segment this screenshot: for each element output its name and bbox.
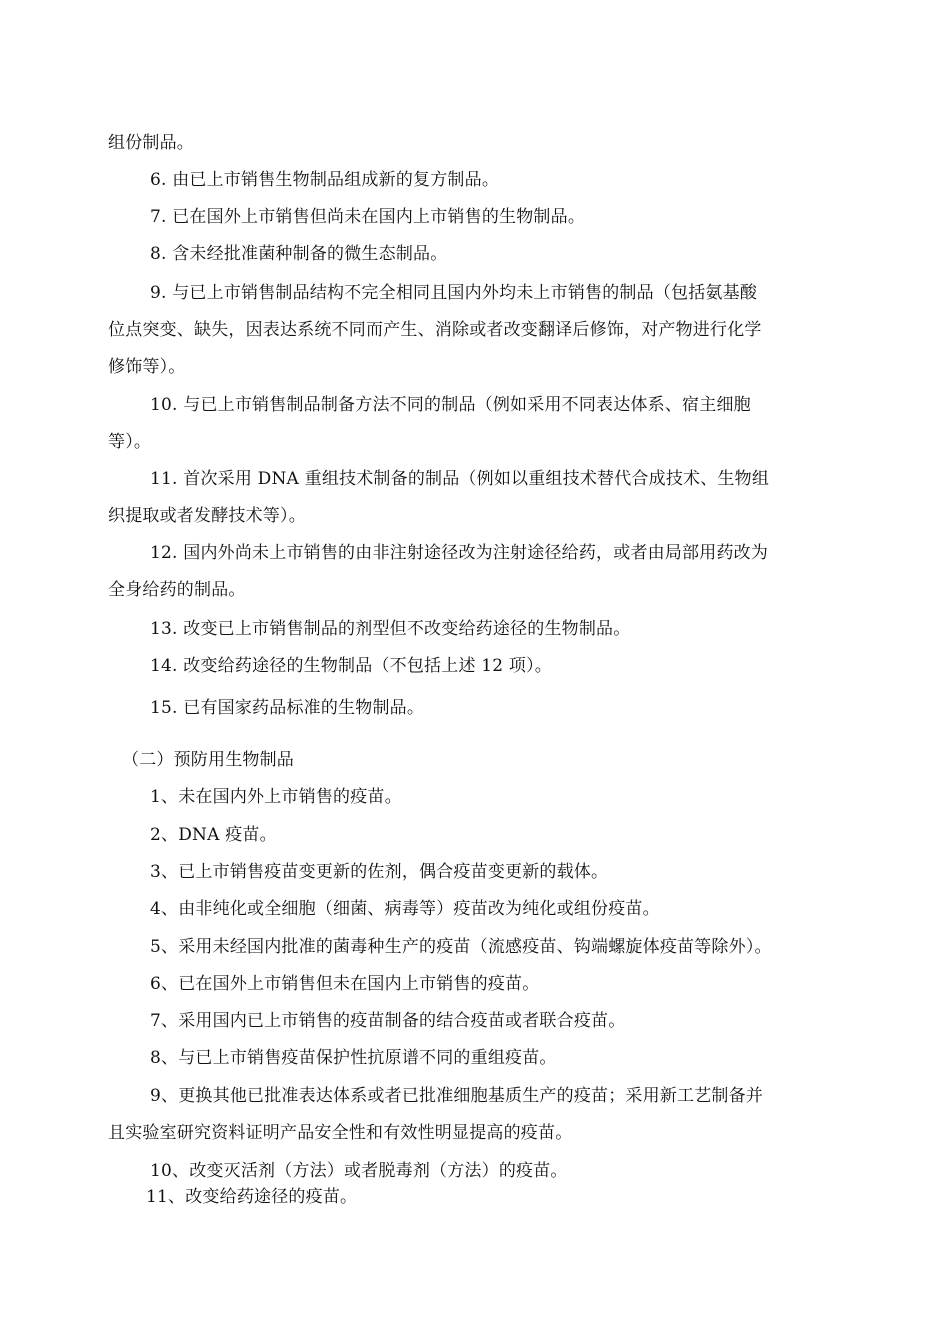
text-line: 织提取或者发酵技术等）。 xyxy=(108,506,306,526)
list-item: 9、更换其他已批准表达体系或者已批准细胞基质生产的疫苗；采用新工艺制备并 xyxy=(150,1086,764,1106)
list-item: 8. 含未经批准菌种制备的微生态制品。 xyxy=(150,244,448,264)
list-item: 7. 已在国外上市销售但尚未在国内上市销售的生物制品。 xyxy=(150,207,586,227)
text-line: 修饰等）。 xyxy=(108,357,186,377)
list-item: 10. 与已上市销售制品制备方法不同的制品（例如采用不同表达体系、宿主细胞 xyxy=(150,395,751,415)
list-item: 7、采用国内已上市销售的疫苗制备的结合疫苗或者联合疫苗。 xyxy=(150,1011,626,1031)
list-item: 8、与已上市销售疫苗保护性抗原谱不同的重组疫苗。 xyxy=(150,1048,557,1068)
list-item: 6、已在国外上市销售但未在国内上市销售的疫苗。 xyxy=(150,974,540,994)
text-line: 全身给药的制品。 xyxy=(108,580,246,600)
section-heading: （二）预防用生物制品 xyxy=(122,750,294,770)
list-item: 2、DNA 疫苗。 xyxy=(150,825,277,845)
list-item: 3、已上市销售疫苗变更新的佐剂，偶合疫苗变更新的载体。 xyxy=(150,862,609,882)
list-item: 5、采用未经国内批准的菌毒种生产的疫苗（流感疫苗、钩端螺旋体疫苗等除外）。 xyxy=(150,937,772,957)
list-item: 12. 国内外尚未上市销售的由非注射途径改为注射途径给药，或者由局部用药改为 xyxy=(150,543,769,563)
list-item: 11. 首次采用 DNA 重组技术制备的制品（例如以重组技术替代合成技术、生物组 xyxy=(150,469,770,489)
list-item: 10、改变灭活剂（方法）或者脱毒剂（方法）的疫苗。 xyxy=(150,1161,568,1181)
list-item: 13. 改变已上市销售制品的剂型但不改变给药途径的生物制品。 xyxy=(150,619,631,639)
list-item: 4、由非纯化或全细胞（细菌、病毒等）疫苗改为纯化或组份疫苗。 xyxy=(150,899,660,919)
list-item: 9. 与已上市销售制品结构不完全相同且国内外均未上市销售的制品（包括氨基酸 xyxy=(150,283,758,303)
text-line: 等）。 xyxy=(108,432,152,452)
list-item: 14. 改变给药途径的生物制品（不包括上述 12 项）。 xyxy=(150,656,552,676)
list-item: 15. 已有国家药品标准的生物制品。 xyxy=(150,698,425,718)
list-item: 6. 由已上市销售生物制品组成新的复方制品。 xyxy=(150,170,500,190)
list-item: 1、未在国内外上市销售的疫苗。 xyxy=(150,787,402,807)
text-line: 组份制品。 xyxy=(108,133,194,153)
list-item: 11、改变给药途径的疫苗。 xyxy=(146,1187,358,1207)
text-line: 且实验室研究资料证明产品安全性和有效性明显提高的疫苗。 xyxy=(108,1123,573,1143)
text-line: 位点突变、缺失，因表达系统不同而产生、消除或者改变翻译后修饰，对产物进行化学 xyxy=(108,320,762,340)
